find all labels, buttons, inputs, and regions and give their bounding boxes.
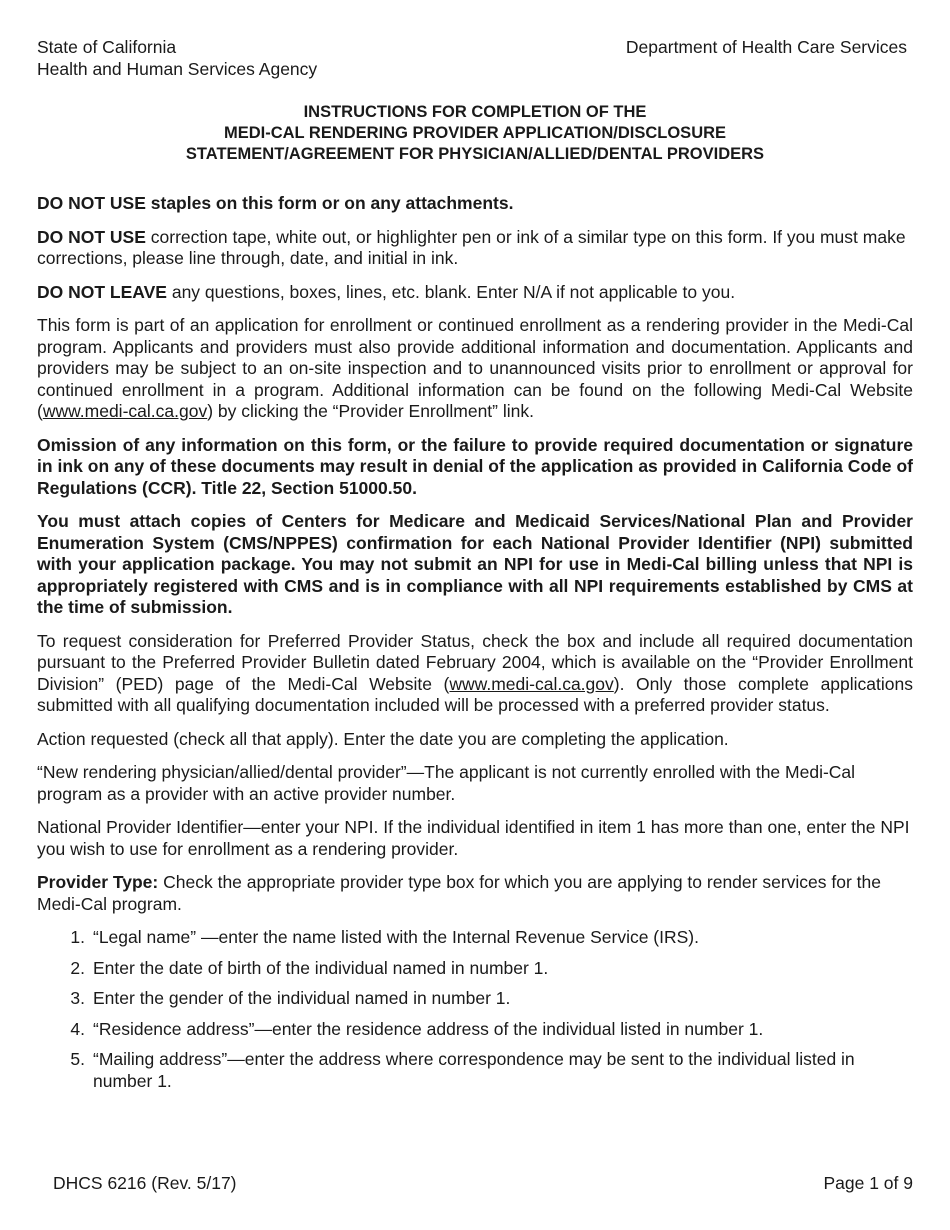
- preferred-provider-paragraph: [37, 631, 913, 717]
- staples-notice: DO NOT USE staples on this form or on any attachments.: [37, 193, 514, 213]
- list-item: [37, 1049, 913, 1092]
- page-header: [37, 36, 913, 80]
- list-item-number: 3.: [70, 988, 85, 1008]
- intro-paragraph: [37, 315, 913, 423]
- provider-type-text: Check the appropriate provider type box for which you are applying to render services for the Medi-Cal program.: [37, 872, 881, 914]
- list-item-number: 4.: [70, 1018, 85, 1039]
- new-provider-instruction: “New rendering physician/allied/dental provider”—The applicant is not currently enrolled with the Medi-Cal program as a provider with an active provider number.: [37, 762, 856, 804]
- list-item-number: 2.: [70, 957, 85, 978]
- correction-notice: [37, 227, 913, 270]
- medi-cal-website-link-2[interactable]: www.medi-cal.ca.gov: [449, 673, 614, 694]
- title-line-2: MEDI-CAL RENDERING PROVIDER APPLICATION/DISCLOSURE: [223, 124, 727, 142]
- agency-name: Health and Human Services Agency: [37, 59, 318, 79]
- title-line-1: INSTRUCTIONS FOR COMPLETION OF THE: [303, 103, 647, 121]
- form-id: DHCS 6216 (Rev. 5/17): [53, 1173, 237, 1193]
- blank-notice-text: any questions, boxes, lines, etc. blank. Enter N/A if not applicable to you.: [166, 281, 736, 302]
- state-name: State of California: [37, 37, 177, 57]
- medi-cal-website-link[interactable]: www.medi-cal.ca.gov: [42, 401, 208, 421]
- preferred-text-before: To request consideration for Preferred Provider Status, check the box and include all required documentation pursuant to the Preferred Provider Bulletin dated February 2004, which is available on the “Provider Enrollment Division” (PED) page of the Medi-Cal Website (: [37, 630, 913, 694]
- correction-notice-text: correction tape, white out, or highlighter pen or ink of a similar type on this form. If you must make corrections, please line through, date, and initial in ink.: [37, 226, 906, 268]
- list-item: [37, 927, 913, 949]
- intro-text-before: This form is part of an application for enrollment or continued enrollment as a rendering provider in the Medi-Cal program. Applicants and providers must also provide additional information and documentation. Applicants and providers may be subject to an on-site inspection and to unannounced visits prior to enrollment or approval for continued enrollment in a program. Additional information can be found on the following Medi-Cal Website (: [37, 315, 913, 421]
- list-item: [37, 958, 913, 980]
- list-item-text: “Legal name” —enter the name listed with the Internal Revenue Service (IRS).: [93, 927, 699, 947]
- list-item: [37, 988, 913, 1010]
- preferred-text-after: ). Only those complete applications submitted with all qualifying documentation included will be processed with a preferred provider status.: [37, 673, 913, 715]
- document-page: [37, 36, 913, 1101]
- list-item-text: “Mailing address”—enter the address where correspondence may be sent to the individual listed in number 1.: [93, 1049, 855, 1091]
- page-number: Page 1 of 9: [823, 1173, 913, 1193]
- numbered-instructions: [37, 927, 913, 1092]
- list-item-text: Enter the gender of the individual named in number 1.: [93, 988, 511, 1008]
- agency-block: [37, 36, 317, 80]
- npi-instruction: National Provider Identifier—enter your NPI. If the individual identified in item 1 has more than one, enter the NPI you wish to use for enrollment as a rendering provider.: [37, 817, 910, 859]
- provider-type-bold: Provider Type:: [37, 872, 159, 892]
- document-title: [37, 102, 913, 165]
- list-item-number: 1.: [70, 927, 85, 947]
- list-item-text: Enter the date of birth of the individual named in number 1.: [93, 957, 549, 978]
- page-footer: [53, 1172, 913, 1194]
- blank-notice: [37, 282, 913, 304]
- omission-warning: Omission of any information on this form, or the failure to provide required documentation or signature in ink on any of these documents may result in denial of the application as provided in California Code of Regulations (CCR). Title 22, Section 51000.50.: [37, 434, 913, 498]
- department-name: Department of Health Care Services: [625, 37, 907, 57]
- blank-notice-bold: DO NOT LEAVE: [37, 281, 167, 302]
- title-line-3: STATEMENT/AGREEMENT FOR PHYSICIAN/ALLIED/DENTAL PROVIDERS: [185, 145, 765, 163]
- list-item-number: 5.: [70, 1049, 85, 1069]
- provider-type-instruction: [37, 872, 913, 915]
- action-requested: Action requested (check all that apply). Enter the date you are completing the application.: [37, 728, 729, 749]
- npi-warning: You must attach copies of Centers for Medicare and Medicaid Services/National Plan and Provider Enumeration System (CMS/NPPES) confirmation for each National Provider Identifier (NPI) submitted with your application package. You may not submit an NPI for use in Medi-Cal billing unless that NPI is appropriately registered with CMS and is in compliance with all NPI requirements established by CMS at the time of submission.: [37, 511, 913, 617]
- list-item-text: “Residence address”—enter the residence address of the individual listed in number 1.: [93, 1018, 764, 1039]
- list-item: [37, 1019, 913, 1041]
- intro-text-after: ) by clicking the “Provider Enrollment” link.: [207, 401, 534, 421]
- correction-notice-bold: DO NOT USE: [37, 226, 146, 247]
